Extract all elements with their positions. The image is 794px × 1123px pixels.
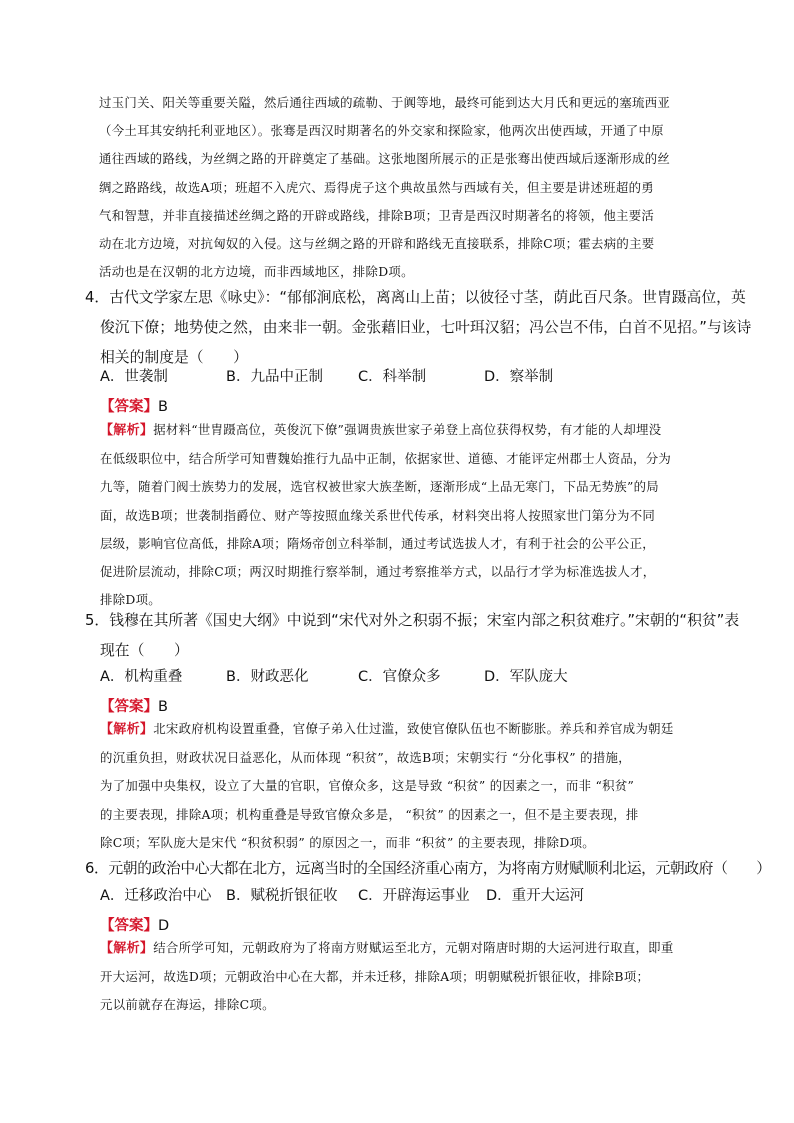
analysis-line xyxy=(100,715,728,744)
q4-answer xyxy=(100,395,168,416)
answer-tag: 【答案】 xyxy=(100,918,158,934)
q6-answer xyxy=(100,914,169,935)
question-stem: 现在（ ） xyxy=(100,642,189,659)
option-d: D．察举制 xyxy=(484,369,554,385)
q3-explanation xyxy=(99,89,727,286)
analysis-tag: 【解析】 xyxy=(100,423,154,438)
analysis-line: 面，故选B项；世袭制指爵位、财产等按照血缘关系世代传承，材料突出将人按照家世门第分为不同 xyxy=(100,507,656,523)
explanation-line: （今土耳其安纳托利亚地区）。张骞是西汉时期著名的外交家和探险家，他两次出使西域，开通了中原 xyxy=(99,123,664,139)
q5-options xyxy=(100,666,568,688)
analysis-text: 据材料“世胄蹑高位，英俊沉下僚”强调贵族世家子弟登上高位获得权势，有才能的人却埋没 xyxy=(153,422,662,437)
explanation-line: 通往西域的路线，为丝绸之路的开辟奠定了基础。这张地图所展示的正是张骞出使西域后逐渐形成的丝 xyxy=(99,151,671,167)
analysis-tag: 【解析】 xyxy=(100,941,154,956)
question-6 xyxy=(85,854,771,884)
analysis-line: 的主要表现，排除A项；机构重叠是导致官僚众多是， “积贫” 的因素之一，但不是主要表现，排 xyxy=(100,806,639,822)
option-c: C．科举制 xyxy=(358,369,427,385)
analysis-line: 元以前就存在海运，排除C项。 xyxy=(100,997,275,1013)
explanation-line: 气和智慧，并非直接描述丝绸之路的开辟或路线，排除B项；卫青是西汉时期著名的将领，他主要活 xyxy=(99,207,655,223)
explanation-line: 绸之路路线，故选A项；班超不入虎穴、焉得虎子这个典故虽然与西域有关，但主要是讲述班超的勇 xyxy=(99,179,654,195)
option-b: B．赋税折银征收 xyxy=(226,888,338,904)
option-a: A．迁移政治中心 xyxy=(100,888,212,904)
option-b: B．财政恶化 xyxy=(226,669,309,685)
analysis-line: 除C项；军队庞大是宋代 “积贫积弱” 的原因之一，而非 “积贫” 的主要表现，排除D项。 xyxy=(100,834,595,850)
answer-tag: 【答案】 xyxy=(100,699,158,715)
analysis-line: 层级，影响官位高低，排除A项；隋炀帝创立科举制，通过考试选拔人才，有利于社会的公平公正， xyxy=(100,535,655,551)
explanation-line: 过玉门关、阳关等重要关隘，然后通往西域的疏勒、于阗等地，最终可能到达大月氏和更远的塞琉西亚 xyxy=(99,95,671,110)
analysis-line: 排除D项。 xyxy=(100,592,161,608)
question-5 xyxy=(85,606,740,666)
option-b: B．九品中正制 xyxy=(226,369,323,385)
option-d: D．军队庞大 xyxy=(484,669,568,685)
analysis-text: 北宋政府机构设置重叠，官僚子弟入仕过滥，致使官僚队伍也不断膨胀。养兵和养官成为朝廷 xyxy=(153,721,674,736)
analysis-line: 促进阶层流动，排除C项；两汉时期推行察举制，通过考察推举方式，以品行才学为标准选拔人才， xyxy=(100,564,656,580)
question-4 xyxy=(85,283,752,373)
explanation-line: 活动也是在汉朝的北方边境，而非西域地区，排除D项。 xyxy=(99,264,414,280)
option-c: C．官僚众多 xyxy=(358,669,441,685)
option-c: C．开辟海运事业 xyxy=(358,888,470,904)
question-stem: 5．钱穆在其所著《国史大纲》中说到“宋代对外之积弱不振；宋室内部之积贫难疗。”宋朝的“积贫”表 xyxy=(85,612,740,629)
q4-options xyxy=(100,366,553,388)
q5-answer xyxy=(100,695,168,716)
answer-value: B xyxy=(158,699,168,715)
q6-analysis xyxy=(100,934,728,1020)
question-stem: 俊沉下僚；地势使之然，由来非一朝。金张藉旧业，七叶珥汉貂；冯公岂不伟，白首不见招。”与该诗 xyxy=(100,319,752,336)
analysis-line: 开大运河，故选D项；元朝政治中心在大都，并未迁移，排除A项；明朝赋税折银征收，排除B项； xyxy=(100,969,650,985)
q6-options xyxy=(100,885,584,907)
analysis-tag: 【解析】 xyxy=(100,722,154,737)
option-a: A．世袭制 xyxy=(100,369,168,385)
question-stem: 6．元朝的政治中心大都在北方，远离当时的全国经济重心南方，为将南方财赋顺利北运，元朝政府（ ） xyxy=(85,860,771,877)
q5-analysis xyxy=(100,715,728,857)
answer-value: D xyxy=(158,918,170,934)
question-stem: 4．古代文学家左思《咏史》：“郁郁涧底松，离离山上苗；以彼径寸茎，荫此百尺条。世胄蹑高位，英 xyxy=(85,289,746,306)
analysis-line: 为了加强中央集权，设立了大量的官职，官僚众多，这是导致 “积贫” 的因素之一，而非 “积贫” xyxy=(100,778,635,794)
analysis-line: 九等，随着门阀士族势力的发展，选官权被世家大族垄断，逐渐形成“上品无寒门，下品无势族”的局 xyxy=(100,479,659,495)
analysis-line xyxy=(100,934,728,963)
q4-analysis xyxy=(100,416,728,614)
analysis-line: 的沉重负担，财政状况日益恶化，从而体现 “积贫”，故选B项；宋朝实行 “分化事权” 的措施， xyxy=(100,750,631,766)
analysis-text: 结合所学可知，元朝政府为了将南方财赋运至北方，元朝对隋唐时期的大运河进行取直，即重 xyxy=(153,940,674,955)
analysis-line xyxy=(100,416,728,445)
question-stem: 相关的制度是（ ） xyxy=(100,349,248,366)
option-a: A．机构重叠 xyxy=(100,669,183,685)
option-d: D．重开大运河 xyxy=(486,888,585,904)
answer-tag: 【答案】 xyxy=(100,399,158,415)
explanation-line: 动在北方边境，对抗匈奴的入侵。这与丝绸之路的开辟和路线无直接联系，排除C项；霍去病的主要 xyxy=(99,236,655,252)
answer-value: B xyxy=(158,399,168,415)
analysis-line: 在低级职位中，结合所学可知曹魏始推行九品中正制，依据家世、道德、才能评定州郡士人资品，分为 xyxy=(100,451,672,467)
